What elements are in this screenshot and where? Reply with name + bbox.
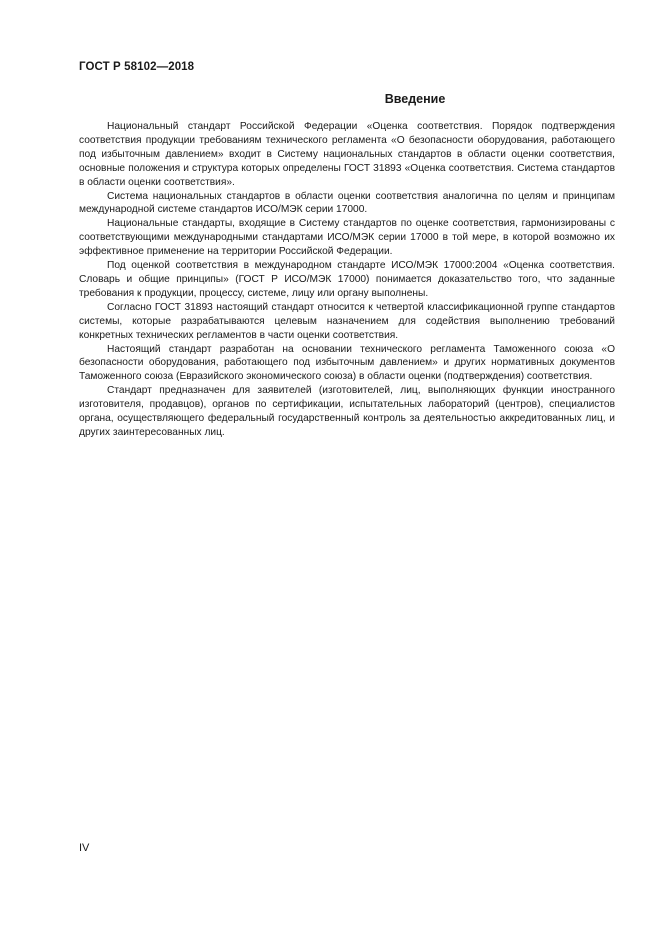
paragraph: Стандарт предназначен для заявителей (изготовителей, лиц, выполняющих функции иностранного изготовителя, продавцов), органов по сертификации, испытательных лабораторий (центров), специалистов органа, осуществляющего федеральный государственный контроль за деятельностью аккредитованных лиц, и других заинтересованных лиц. — [79, 385, 615, 438]
paragraph: Национальный стандарт Российской Федерации «Оценка соответствия. Порядок подтверждения соответствия продукции требованиям технического регламента «О безопасности оборудования, работающего под избыточным давлением» входит в Систему национальных стандартов в области оценки соответствия, основные положения и структура которых определены ГОСТ 31893 «Оценка соответствия. Система стандартов в области оценки соответствия». — [79, 121, 615, 188]
document-body — [79, 120, 615, 440]
section-title: Введение — [384, 92, 446, 106]
paragraph: Настоящий стандарт разработан на основании технического регламента Таможенного союза «О безопасности оборудования, работающего под избыточным давлением» и других нормативных документов Таможенного союза (Евразийского экономического союза) в области оценки (подтверждения) соответствия. — [79, 343, 615, 383]
page-number: IV — [79, 842, 90, 854]
paragraph: Под оценкой соответствия в международном стандарте ИСО/МЭК 17000:2004 «Оценка соответствия. Словарь и общие принципы» (ГОСТ Р ИСО/МЭК 17000) понимается доказательство того, что заданные требования к продукции, процессу, системе, лицу или органу выполнены. — [79, 260, 615, 299]
document-header: ГОСТ Р 58102—2018 — [79, 61, 195, 73]
paragraph: Согласно ГОСТ 31893 настоящий стандарт относится к четвертой классификационной группе стандартов системы, которые разрабатываются целевым назначением для содействия выполнению требований конкретных технических регламентов в части оценки соответствия. — [79, 301, 615, 341]
paragraph: Система национальных стандартов в области оценки соответствия аналогична по целям и принципам международной системе стандартов ИСО/МЭК серии 17000. — [79, 190, 615, 216]
paragraph: Национальные стандарты, входящие в Систему стандартов по оценке соответствия, гармонизированы с соответствующими международными стандартами ИСО/МЭК серии 17000 в той мере, в которой возможно их эффективное применение на территории Российской Федерации. — [79, 218, 615, 258]
